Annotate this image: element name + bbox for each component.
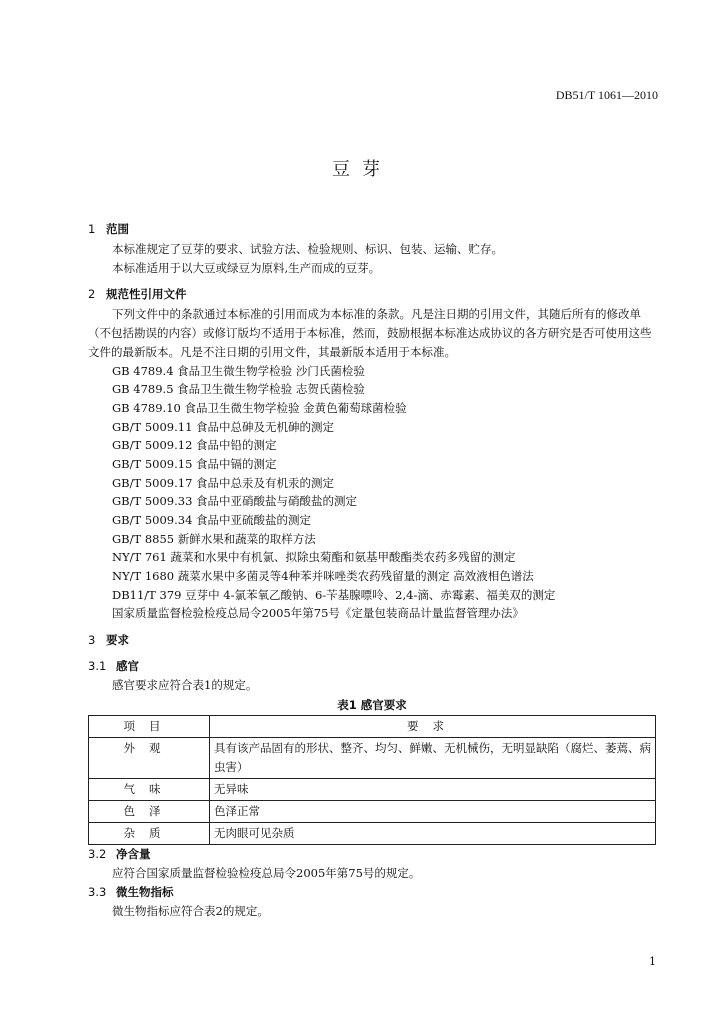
section-title: 范围 <box>106 222 129 236</box>
section-title: 要求 <box>106 633 129 648</box>
reference-item: GB/T 5009.11 食品中总砷及无机砷的测定 <box>112 419 335 434</box>
reference-item: GB 4789.5 食品卫生微生物学检验 志贺氏菌检验 <box>112 382 365 397</box>
reference-item: NY/T 761 蔬菜和水果中有机氯、拟除虫菊酯和氨基甲酸酯类农药多残留的测定 <box>112 550 516 565</box>
reference-item: 国家质量监督检验检疫总局令2005年第75号《定量包装商品计量监督管理办法》 <box>112 606 524 621</box>
table-cell-item: 杂质 <box>89 822 210 844</box>
subsection-number: 3.3 <box>88 884 107 899</box>
subsection-number: 3.1 <box>88 659 107 674</box>
section-heading-1 <box>88 218 656 240</box>
paragraph: 本标准适用于以大豆或绿豆为原料,生产而成的豆芽。 <box>112 260 381 275</box>
table-header-cell: 项目 <box>89 715 210 737</box>
table-cell-requirement: 色泽正常 <box>210 800 656 822</box>
subsection-heading-3-1 <box>88 657 656 676</box>
reference-item: GB 4789.4 食品卫生微生物学检验 沙门氏菌检验 <box>112 363 365 378</box>
table-caption: 表1 感官要求 <box>337 697 407 712</box>
reference-item: GB/T 5009.17 食品中总汞及有机汞的测定 <box>112 475 335 490</box>
reference-item: GB 4789.10 食品卫生微生物学检验 金黄色葡萄球菌检验 <box>112 400 407 415</box>
table-row <box>89 822 656 844</box>
table-cell-requirement: 具有该产品固有的形状、整齐、均匀、鲜嫩、无机械伤，无明显缺陷（腐烂、萎蔫、病虫害） <box>210 737 656 778</box>
subsection-title: 净含量 <box>116 846 151 861</box>
reference-item: GB/T 5009.15 食品中镉的测定 <box>112 456 277 471</box>
reference-item: GB/T 5009.12 食品中铅的测定 <box>112 438 277 453</box>
section-number: 1 <box>88 222 96 236</box>
subsection-title: 微生物指标 <box>116 884 174 899</box>
subsection-number: 3.2 <box>88 846 107 861</box>
paragraph: 微生物指标应符合表2的规定。 <box>112 903 269 918</box>
subsection-title: 感官 <box>116 659 139 674</box>
reference-item: NY/T 1680 蔬菜水果中多菌灵等4种苯并咪唑类农药残留量的测定 高效液相色谱法 <box>112 569 534 584</box>
table-cell-item: 色泽 <box>89 800 210 822</box>
paragraph: 下列文件中的条款通过本标准的引用而成为本标准的条款。凡是注日期的引用文件，其随后所有的修改单（不包括勘误的内容）或修订版均不适用于本标准，然而，鼓励根据本标准达成协议的各方研究是否可使用这些文件的最新版本。凡是不注日期的引用文件，其最新版本适用于本标准。 <box>88 307 652 359</box>
reference-item: DB11/T 379 豆芽中 4-氯苯氧乙酸钠、6-苄基腺嘌呤、2,4-滴、赤霉素、福美双的测定 <box>112 587 556 602</box>
table-header-row <box>89 715 656 737</box>
reference-list <box>88 362 656 624</box>
section-heading-2 <box>88 283 656 305</box>
reference-item: GB/T 5009.33 食品中亚硝酸盐与硝酸盐的测定 <box>112 494 358 509</box>
document-title: 豆芽 <box>332 159 392 180</box>
section-heading-3 <box>88 629 656 651</box>
subsection-heading-3-2 <box>88 845 656 864</box>
section-number: 2 <box>88 287 96 302</box>
table-cell-item: 外观 <box>89 737 210 778</box>
table-cell-requirement: 无异味 <box>210 778 656 800</box>
table-cell-requirement: 无肉眼可见杂质 <box>210 822 656 844</box>
table-row <box>89 737 656 778</box>
paragraph: 感官要求应符合表1的规定。 <box>112 678 258 693</box>
page-number: 1 <box>649 955 656 968</box>
document-body <box>88 218 656 920</box>
standard-code: DB51/T 1061—2010 <box>555 88 658 102</box>
table-row <box>89 778 656 800</box>
reference-item: GB/T 5009.34 食品中亚硫酸盐的测定 <box>112 513 312 528</box>
table-cell-item: 气味 <box>89 778 210 800</box>
paragraph: 本标准规定了豆芽的要求、试验方法、检验规则、标识、包装、运输、贮存。 <box>112 242 503 256</box>
paragraph: 应符合国家质量监督检验检疫总局令2005年第75号的规定。 <box>112 865 421 880</box>
sensory-requirements-table <box>88 715 656 845</box>
table-header-cell: 要求 <box>210 715 656 737</box>
table-row <box>89 800 656 822</box>
section-title: 规范性引用文件 <box>106 287 187 302</box>
section-number: 3 <box>88 633 96 648</box>
reference-item: GB/T 8855 新鲜水果和蔬菜的取样方法 <box>112 531 316 546</box>
subsection-heading-3-3 <box>88 883 656 902</box>
